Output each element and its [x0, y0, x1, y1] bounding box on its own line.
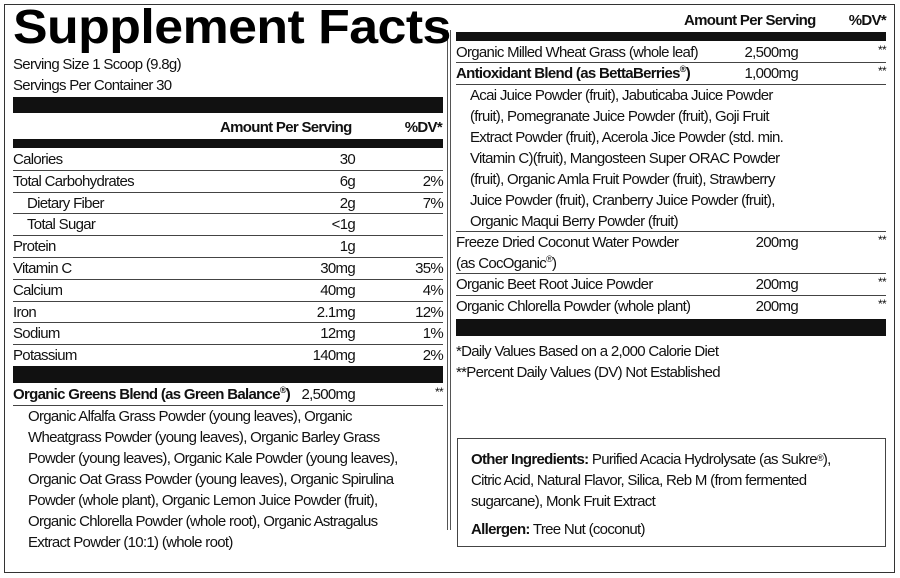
table-row — [13, 279, 443, 301]
servings-per-container: Servings Per Container 30 — [13, 77, 172, 94]
ingredient-name: Organic Beet Root Juice Powder — [456, 276, 653, 293]
greens-blend-row — [13, 383, 443, 405]
header-amount-per-serving-right: Amount Per Serving — [684, 12, 816, 29]
table-row — [456, 295, 886, 317]
ingredient-name-line2: (as CocOganic®) — [456, 254, 557, 272]
serving-size: Serving Size 1 Scoop (9.8g) — [13, 56, 181, 73]
nutrient-name: Calcium — [13, 282, 63, 299]
ingredient-amount: 200mg — [755, 234, 798, 251]
thick-divider — [13, 366, 443, 383]
header-dv: %DV* — [404, 119, 442, 136]
ingredient-dv: ** — [878, 297, 886, 311]
nutrient-name: Sodium — [13, 325, 60, 342]
ingredient-name: Freeze Dried Coconut Water Powder — [456, 234, 679, 251]
nutrient-amount: 140mg — [312, 347, 355, 364]
nutrient-dv: 7% — [422, 195, 443, 212]
ingredient-dv: ** — [878, 275, 886, 289]
nutrient-dv: 35% — [415, 260, 443, 277]
allergen: Allergen: Tree Nut (coconut) — [471, 521, 645, 538]
nutrient-dv: 12% — [415, 304, 443, 321]
table-row — [13, 344, 443, 366]
nutrient-amount: 30mg — [320, 260, 355, 277]
nutrient-amount: <1g — [331, 216, 355, 233]
nutrient-dv: 4% — [422, 282, 443, 299]
table-row — [13, 322, 443, 344]
column-divider — [447, 30, 451, 530]
nutrient-name: Potassium — [13, 347, 77, 364]
blend-name: Organic Greens Blend (as Green Balance®) — [13, 385, 291, 403]
ingredient-name: Organic Chlorella Powder (whole plant) — [456, 298, 691, 315]
thick-divider — [456, 32, 886, 41]
ingredient-amount: 200mg — [755, 276, 798, 293]
nutrient-amount: 2.1mg — [316, 304, 355, 321]
nutrient-name: Total Carbohydrates — [13, 173, 134, 190]
blend-amount: 2,500mg — [301, 386, 355, 403]
ingredient-dv: ** — [878, 43, 886, 57]
table-row — [13, 192, 443, 214]
thick-divider — [13, 139, 443, 148]
table-row — [13, 235, 443, 257]
thick-divider — [456, 319, 886, 336]
header-dv-right: %DV* — [848, 12, 886, 29]
blend-dv: ** — [878, 64, 886, 78]
antioxidant-blend-row — [456, 62, 886, 84]
nutrient-dv: 2% — [422, 173, 443, 190]
table-row — [13, 148, 443, 170]
ingredient-dv: ** — [878, 233, 886, 247]
ingredient-name: Organic Milled Wheat Grass (whole leaf) — [456, 44, 698, 61]
nutrient-amount: 2g — [339, 195, 355, 212]
table-row — [13, 213, 443, 235]
nutrient-name: Dietary Fiber — [27, 195, 104, 212]
table-row — [456, 41, 886, 63]
page-title: Supplement Facts — [13, 1, 451, 54]
nutrient-amount: 30 — [339, 151, 355, 168]
nutrient-name: Protein — [13, 238, 56, 255]
nutrient-name: Vitamin C — [13, 260, 72, 277]
table-row — [13, 257, 443, 279]
footnotes: *Daily Values Based on a 2,000 Calorie Diet **Percent Daily Values (DV) Not Established — [456, 343, 720, 381]
blend-dv: ** — [435, 385, 443, 399]
nutrient-name: Iron — [13, 304, 37, 321]
table-row — [13, 301, 443, 323]
ingredient-amount: 200mg — [755, 298, 798, 315]
nutrient-amount: 12mg — [320, 325, 355, 342]
nutrient-amount: 1g — [339, 238, 355, 255]
header-amount-per-serving: Amount Per Serving — [220, 119, 352, 136]
nutrient-name: Total Sugar — [27, 216, 96, 233]
nutrient-amount: 40mg — [320, 282, 355, 299]
blend-amount: 1,000mg — [744, 65, 798, 82]
nutrient-dv: 1% — [422, 325, 443, 342]
nutrient-dv: 2% — [422, 347, 443, 364]
antioxidant-blend-ingredients: Acai Juice Powder (fruit), Jabuticaba Juice Powder (fruit), Pomegranate Juice Powder (fruit), Goji Fruit Extract Powder (fruit), Acerola Jice Powder (std. min. Vitamin C)(fruit), Mangosteen Super ORAC Powder (fruit), Organic Amla Fruit Powder (fruit), Strawberry Juice Powder (fruit), Cranberry Juice Powder (fruit), Organic Maqui Berry Powder (fruit) — [470, 87, 784, 230]
table-row — [13, 170, 443, 192]
blend-name: Antioxidant Blend (as BettaBerries®) — [456, 64, 690, 82]
ingredient-amount: 2,500mg — [744, 44, 798, 61]
nutrient-name: Calories — [13, 151, 63, 168]
table-row — [456, 231, 886, 273]
table-row — [456, 273, 886, 295]
greens-blend-ingredients: Organic Alfalfa Grass Powder (young leaves), Organic Wheatgrass Powder (young leaves), Organic Barley Grass Powder (young leaves), Organic Kale Powder (young leaves), Organic Oat Grass Powder (young leaves), Organic Spirulina Powder (whole plant), Organic Lemon Juice Powder (fruit), Organic Chlorella Powder (whole root), Organic Astragalus Extract Powder (10:1) (whole root) — [28, 408, 398, 551]
other-ingredients-box — [457, 438, 886, 547]
thick-divider — [13, 97, 443, 113]
nutrient-amount: 6g — [339, 173, 355, 190]
other-ingredients: Other Ingredients: Purified Acacia Hydrolysate (as Sukre®), Citric Acid, Natural Flavor, Silica, Reb M (from fermented sugarcane), Monk Fruit Extract — [471, 451, 831, 510]
